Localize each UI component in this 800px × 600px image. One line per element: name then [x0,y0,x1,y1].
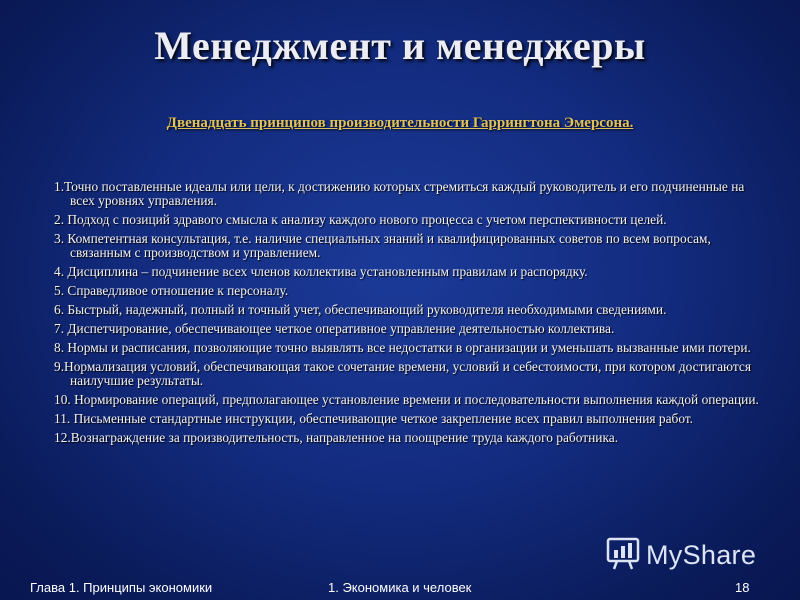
list-item: 2. Подход с позиций здравого смысла к анализу каждого нового процесса с учетом перспективности целей. [54,212,667,227]
principles-list [54,180,764,450]
list-item: 8. Нормы и расписания, позволяющие точно выявлять все недостатки в организации и уменьшать вызванные ими потери. [54,340,751,355]
list-item: 9.Нормализация условий, обеспечивающая такое сочетание времени, условий и себестоимости, при котором достигаются наилучшие результаты. [54,359,751,388]
list-item: 12.Вознаграждение за производительность, направленное на поощрение труда каждого работника. [54,430,619,445]
footer-section: 1. Экономика и человек [328,580,472,595]
myshare-logo[interactable] [606,537,781,573]
list-item: 5. Справедливое отношение к персоналу. [54,283,289,298]
list-item: 10. Нормирование операций, предполагающее установление времени и последовательности выполнения каждой операции. [54,392,759,407]
slide-title: Менеджмент и менеджеры [154,23,646,68]
list-item: 7. Диспетчирование, обеспечивающее четкое оперативное управление деятельностью коллектива. [54,321,615,336]
footer-chapter: Глава 1. Принципы экономики [30,580,213,595]
list-item: 3. Компетентная консультация, т.е. наличие специальных знаний и квалифицированных советов по всем вопросам, связанным с производством и управлением. [54,231,711,260]
slide-subtitle: Двенадцать принципов производительности Гаррингтона Эмерсона. [166,115,634,131]
list-item: 11. Письменные стандартные инструкции, обеспечивающие четкое закрепление всех правил выполнения работ. [54,411,694,426]
logo-text: MyShare [646,539,757,570]
list-item: 4. Дисциплина – подчинение всех членов коллектива установленным правилам и распорядку. [54,264,588,279]
list-item: 6. Быстрый, надежный, полный и точный учет, обеспечивающий руководителя необходимыми сведениями. [54,302,667,317]
page-number: 18 [735,580,750,595]
presentation-board-icon [606,536,640,575]
list-item: 1.Точно поставленные идеалы или цели, к достижению которых стремиться каждый руководитель и его подчиненные на всех уровнях управления. [54,179,745,208]
